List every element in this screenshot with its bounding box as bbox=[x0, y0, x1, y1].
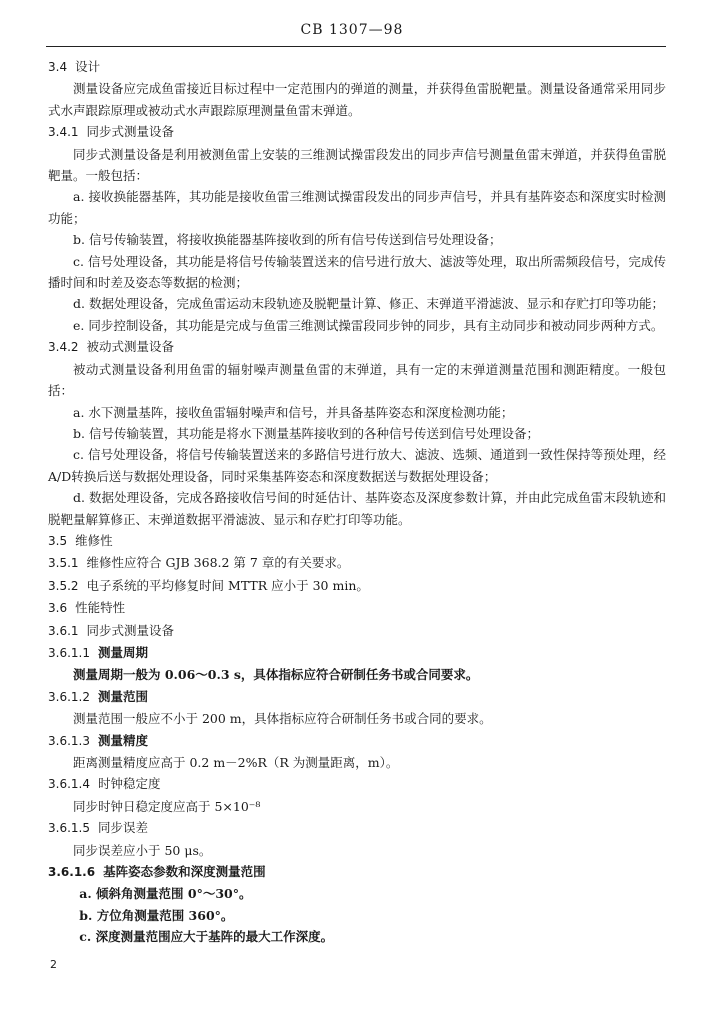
section-3-6-1-1-heading: 3.6.1.1 测量周期 bbox=[48, 644, 148, 660]
section-3-4-2-heading: 3.4.2 被动式测量设备 bbox=[48, 339, 175, 355]
section-3-6-1-5-heading: 3.6.1.5 同步误差 bbox=[48, 820, 148, 836]
list-item: e. 同步控制设备，其功能是完成与鱼雷三维测试操雷段同步钟的同步，具有主动同步和被动同步两种方式。 bbox=[73, 317, 664, 333]
section-3-6-1-3-heading: 3.6.1.3 测量精度 bbox=[48, 732, 148, 748]
section-3-6-1-5-text: 同步误差应小于 50 μs。 bbox=[73, 842, 212, 858]
list-item: d. 数据处理设备，完成鱼雷运动末段轨迹及脱靶量计算、修正、末弹道平滑滤波、显示和存贮打印等功能； bbox=[73, 296, 664, 312]
list-item: c. 信号处理设备，将信号传输装置送来的多路信号进行放大、滤波、选频、通道到一致性保持等预处理，经A/D转换后送与数据处理设备，同时采集基阵姿态和深度数据送与数据处理设备； bbox=[48, 447, 666, 484]
section-3-5-1-heading: 3.5.1 维修性应符合 GJB 368.2 第 7 章的有关要求。 bbox=[48, 555, 350, 571]
page-number: 2 bbox=[50, 958, 57, 971]
section-3-5-2-heading: 3.5.2 电子系统的平均修复时间 MTTR 应小于 30 min。 bbox=[48, 577, 369, 593]
section-3-4-heading: 3.4 设计 bbox=[48, 59, 101, 74]
list-item: b. 方位角测量范围 360°。 bbox=[79, 907, 234, 923]
list-item: b. 信号传输装置，将接收换能器基阵接收到的所有信号传送到信号处理设备； bbox=[73, 232, 502, 248]
section-3-5-heading: 3.5 维修性 bbox=[48, 532, 113, 548]
section-3-6-1-6-heading: 3.6.1.6 基阵姿态参数和深度测量范围 bbox=[48, 864, 266, 880]
section-3-4-paragraph: 测量设备应完成鱼雷接近目标过程中一定范围内的弹道的测量，并获得鱼雷脱靶量。测量设备通常采用同步式水声跟踪原理或被动式水声跟踪原理测量鱼雷末弹道。 bbox=[48, 81, 666, 118]
section-3-4-2-paragraph: 被动式测量设备利用鱼雷的辐射噪声测量鱼雷的末弹道，具有一定的末弹道测量范围和测距精度。一般包括： bbox=[48, 361, 666, 399]
list-item: b. 信号传输装置，其功能是将水下测量基阵接收到的各种信号传送到信号处理设备； bbox=[73, 425, 539, 441]
section-3-6-1-heading: 3.6.1 同步式测量设备 bbox=[48, 622, 175, 638]
document-body bbox=[48, 56, 666, 948]
list-item: c. 信号处理设备，其功能是将信号传输装置送来的信号进行放大、滤波等处理，取出所需频段信号，完成传播时间和时差及姿态等数据的检测； bbox=[48, 253, 666, 291]
section-3-4-1-heading: 3.4.1 同步式测量设备 bbox=[48, 124, 175, 140]
section-3-6-1-4-text: 同步时钟日稳定度应高于 5×10⁻⁸ bbox=[73, 798, 261, 814]
list-item: a. 倾斜角测量范围 0°～30°。 bbox=[79, 886, 252, 902]
section-3-6-1-2-text: 测量范围一般应不小于 200 m，具体指标应符合研制任务书或合同的要求。 bbox=[73, 711, 492, 727]
page-header: CB 1307—98 bbox=[300, 22, 404, 38]
list-item: d. 数据处理设备，完成各路接收信号间的时延估计、基阵姿态及深度参数计算，并由此完成鱼雷末段轨迹和脱靶量解算修正、末弹道数据平滑滤波、显示和存贮打印等功能。 bbox=[48, 490, 666, 527]
section-3-6-1-4-heading: 3.6.1.4 时钟稳定度 bbox=[48, 776, 161, 792]
list-item: a. 接收换能器基阵，其功能是接收鱼雷三维测试操雷段发出的同步声信号，并具有基阵姿态和深度实时检测功能； bbox=[48, 189, 666, 226]
list-item: c. 深度测量范围应大于基阵的最大工作深度。 bbox=[79, 929, 334, 945]
section-3-6-heading: 3.6 性能特性 bbox=[48, 600, 126, 616]
list-item: a. 水下测量基阵，接收鱼雷辐射噪声和信号，并具备基阵姿态和深度检测功能； bbox=[73, 404, 514, 420]
section-3-6-1-1-text: 测量周期一般为 0.06～0.3 s，具体指标应符合研制任务书或合同要求。 bbox=[73, 667, 479, 683]
section-3-4-1-paragraph: 同步式测量设备是利用被测鱼雷上安装的三维测试操雷段发出的同步声信号测量鱼雷末弹道，并获得鱼雷脱靶量。一般包括： bbox=[48, 146, 666, 184]
section-3-6-1-2-heading: 3.6.1.2 测量范围 bbox=[48, 688, 148, 704]
header-rule bbox=[46, 46, 666, 47]
section-3-6-1-3-text: 距离测量精度应高于 0.2 m－2%R（R 为测量距离，m）。 bbox=[73, 755, 399, 770]
